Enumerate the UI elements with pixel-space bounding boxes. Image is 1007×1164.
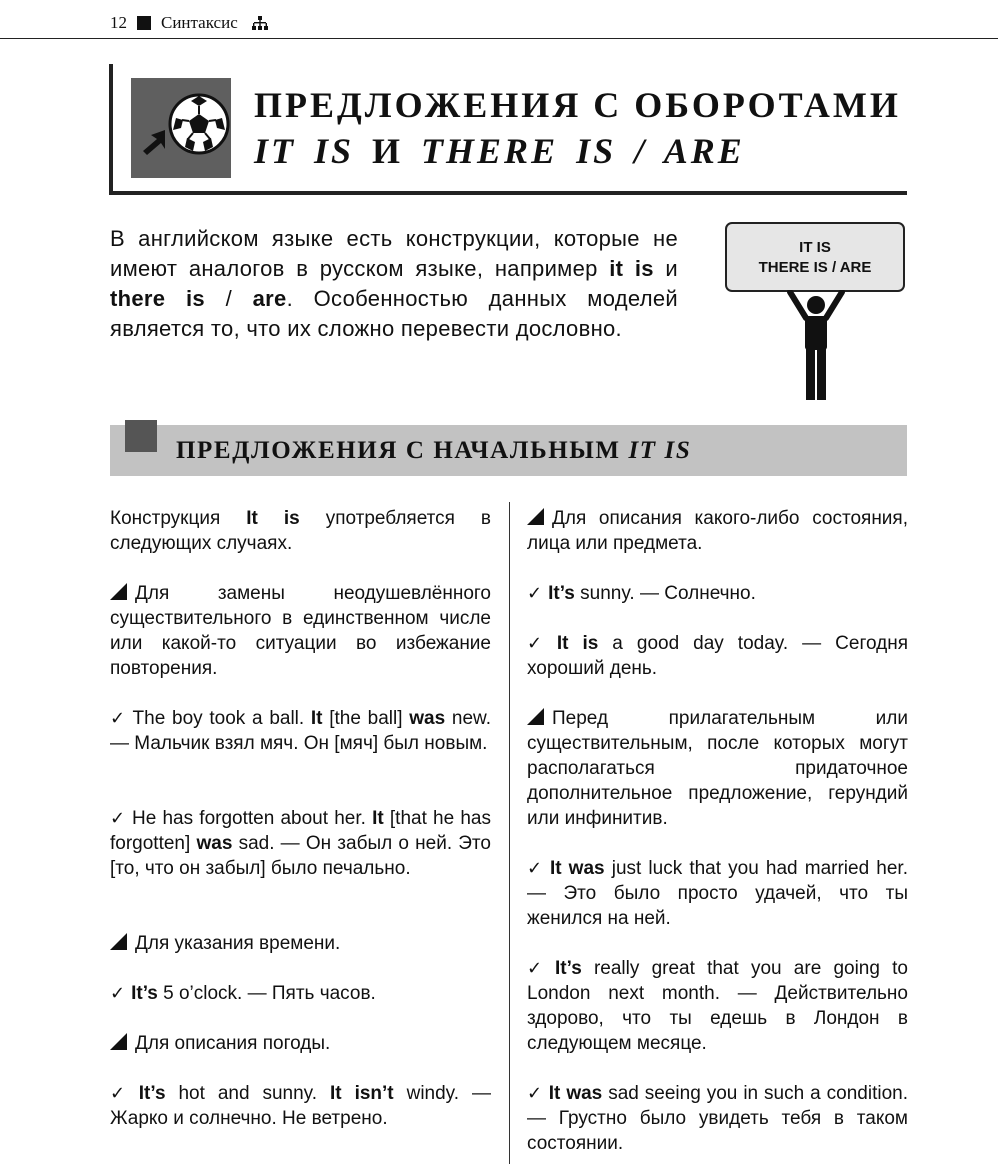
right-column bbox=[527, 0, 908, 1164]
right-example-4: ✓ It’s really great that you are going to London next month. — Действительно здорово, что ты едешь в Лондон в следующем месяце. bbox=[527, 958, 908, 1054]
title-it-is: IT IS bbox=[254, 131, 355, 171]
chapter-title-line1: ПРЕДЛОЖЕНИЯ С ОБОРОТАМИ bbox=[254, 85, 901, 125]
title-there-is-are: THERE IS / ARE bbox=[421, 131, 745, 171]
left-example-3: ✓ It’s 5 o’clock. — Пять часов. bbox=[110, 983, 376, 1004]
term-there-is: there is bbox=[110, 286, 205, 311]
term-are: are bbox=[252, 286, 287, 311]
triangle-bullet-icon bbox=[110, 1033, 127, 1050]
right-example-5: ✓ It was sad seeing you in such a condition. — Грустно было увидеть тебя в таком состоянии. bbox=[527, 1083, 908, 1154]
triangle-bullet-icon bbox=[110, 933, 127, 950]
right-rule-1: Для описания какого-либо состояния, лица или предмета. bbox=[527, 508, 908, 554]
check-icon: ✓ bbox=[527, 858, 544, 878]
triangle-bullet-icon bbox=[527, 508, 544, 525]
section-title: ПРЕДЛОЖЕНИЯ С НАЧАЛЬНЫМ IT IS bbox=[176, 437, 692, 464]
left-paragraph-1: Конструкция It is употребляется в следующих случаях. bbox=[110, 508, 491, 554]
left-rule-2: Для указания времени. bbox=[110, 931, 491, 956]
check-icon: ✓ bbox=[527, 1083, 543, 1103]
left-example-4: ✓ It’s hot and sunny. It isn’t windy. — Жарко и солнечно. Не ветрено. bbox=[110, 1083, 491, 1129]
right-example-3: ✓ It was just luck that you had married her. — Это было просто удачей, что ты женился на ней. bbox=[527, 858, 908, 929]
intro-paragraph: В английском языке есть конструкции, которые не имеют аналогов в русском языке, например it is и there is / are. Особенностью данных моделей является то, что их сложно перевести дословно. bbox=[110, 226, 678, 341]
check-icon: ✓ bbox=[110, 1083, 133, 1103]
left-rule-3: Для описания погоды. bbox=[110, 1031, 491, 1056]
triangle-bullet-icon bbox=[110, 583, 127, 600]
left-example-2: ✓ He has forgotten about her. It [that he has forgotten] was sad. — Он забыл о ней. Это [то, что он забыл] было печально. bbox=[110, 808, 491, 879]
triangle-bullet-icon bbox=[527, 708, 544, 725]
section-title-it-is: IT IS bbox=[628, 437, 692, 464]
left-rule-1: Для замены неодушевлённого существительного в единственном числе или какой-то ситуации во избежание повторения. bbox=[110, 583, 491, 679]
right-rule-2: Перед прилагательным или существительным, после которых могут располагаться придаточное дополнительное предложение, герундий или инфинитив. bbox=[527, 708, 908, 829]
sign-line1: IT IS bbox=[799, 239, 831, 256]
left-example-1: ✓ The boy took a ball. It [the ball] was new. — Мальчик взял мяч. Он [мяч] был новым. bbox=[110, 708, 491, 754]
right-example-2: ✓ It is a good day today. — Сегодня хороший день. bbox=[527, 633, 908, 679]
sign-line2: THERE IS / ARE bbox=[758, 259, 872, 276]
page-number: 12 bbox=[110, 13, 127, 32]
check-icon: ✓ bbox=[527, 633, 551, 653]
check-icon: ✓ bbox=[527, 958, 550, 978]
left-column bbox=[110, 0, 491, 1164]
section-name: Синтаксис bbox=[161, 13, 238, 32]
title-conjunction: И bbox=[372, 131, 404, 171]
check-icon: ✓ bbox=[110, 983, 126, 1003]
column-divider bbox=[509, 502, 510, 1164]
check-icon: ✓ bbox=[527, 583, 543, 603]
term-it-is: it is bbox=[609, 256, 654, 281]
right-example-1: ✓ It’s sunny. — Солнечно. bbox=[527, 583, 756, 604]
check-icon: ✓ bbox=[110, 708, 127, 728]
check-icon: ✓ bbox=[110, 808, 126, 828]
